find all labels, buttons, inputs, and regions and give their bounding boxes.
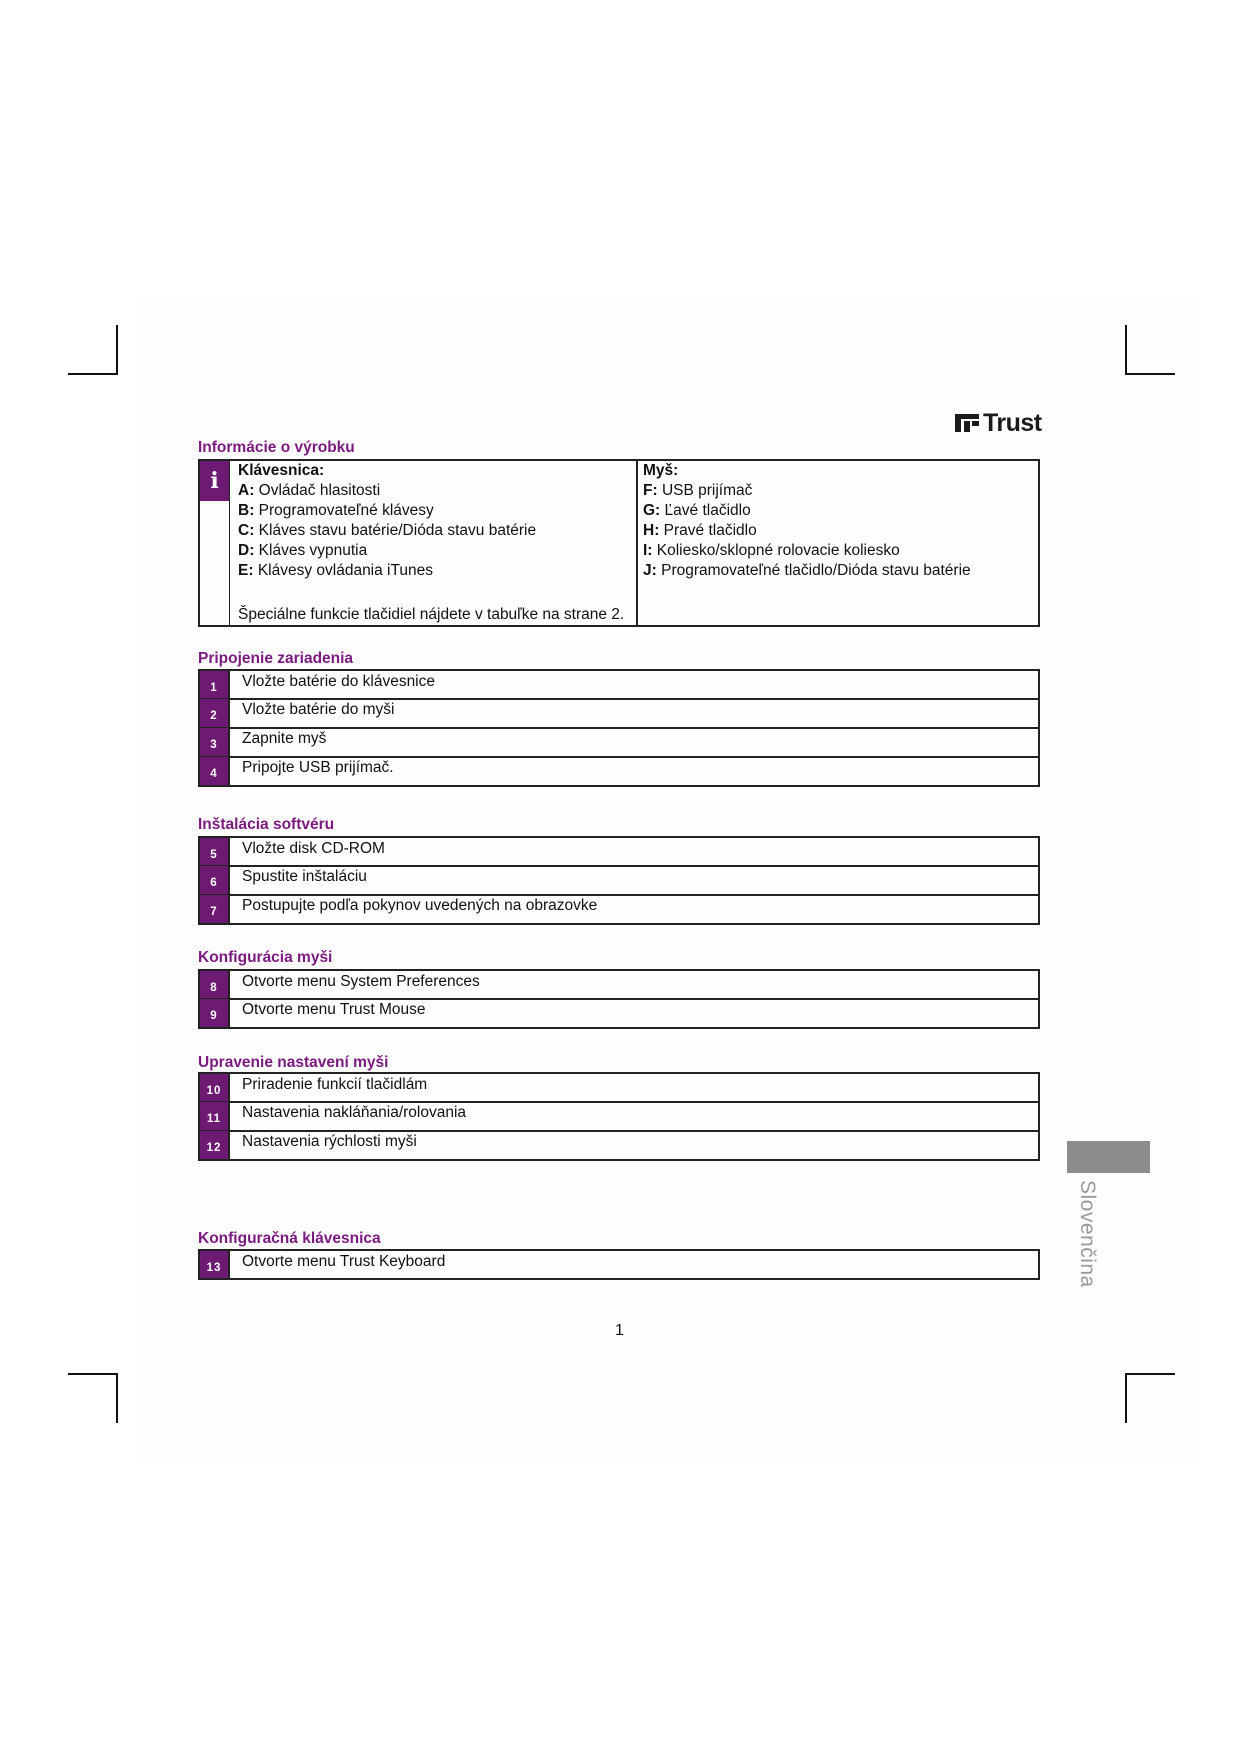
step-number: 4 (200, 757, 230, 785)
language-tab-marker (1067, 1141, 1150, 1173)
step-number: 7 (200, 895, 230, 923)
step-row (198, 998, 1040, 1029)
step-text: Pripojte USB prijímač. (242, 759, 394, 776)
software-install-title: Inštalácia softvéru (198, 816, 335, 833)
step-text: Zapnite myš (242, 730, 327, 747)
step-text: Vložte batérie do myši (242, 701, 395, 718)
mouse-item: G: Ľavé tlačidlo (643, 502, 751, 519)
product-info-table (198, 459, 1040, 627)
step-number: 6 (200, 866, 230, 894)
keyboard-heading: Klávesnica: (238, 462, 325, 479)
step-row (198, 969, 1040, 1000)
step-row (198, 756, 1040, 787)
mouse-item: I: Koliesko/sklopné rolovacie koliesko (643, 542, 900, 559)
step-text: Nastavenia nakláňania/rolovania (242, 1104, 467, 1121)
step-text: Nastavenia rýchlosti myši (242, 1133, 417, 1150)
step-number: 13 (200, 1251, 230, 1278)
keyboard-column (238, 461, 536, 581)
step-number: 9 (200, 999, 230, 1027)
mouse-settings-title: Upravenie nastavení myši (198, 1054, 389, 1071)
software-install-steps (198, 836, 1040, 925)
logo-text: Trust (983, 409, 1042, 437)
mouse-settings-steps (198, 1072, 1040, 1161)
mouse-item: H: Pravé tlačidlo (643, 522, 757, 539)
keyboard-item: B: Programovateľné klávesy (238, 502, 434, 519)
step-number: 3 (200, 728, 230, 756)
language-tab-label: Slovenčina (1076, 1180, 1099, 1288)
step-number: 2 (200, 699, 230, 727)
step-row (198, 865, 1040, 896)
step-row (198, 1249, 1040, 1280)
connect-device-title: Pripojenie zariadenia (198, 650, 354, 667)
mouse-item: J: Programovateľné tlačidlo/Dióda stavu batérie (643, 562, 971, 579)
step-text: Vložte disk CD-ROM (242, 840, 385, 857)
step-row (198, 1130, 1040, 1161)
keyboard-item: E: Klávesy ovládania iTunes (238, 562, 434, 579)
info-icon-column (200, 461, 230, 625)
step-row (198, 1072, 1040, 1103)
step-number: 8 (200, 971, 230, 998)
column-divider (636, 461, 638, 625)
step-text: Otvorte menu Trust Keyboard (242, 1253, 446, 1270)
keyboard-config-steps (198, 1249, 1040, 1280)
step-number: 5 (200, 838, 230, 865)
product-info-title: Informácie o výrobku (198, 439, 355, 456)
mouse-heading: Myš: (643, 462, 679, 479)
step-number: 1 (200, 671, 230, 698)
step-row (198, 894, 1040, 925)
step-text: Vložte batérie do klávesnice (242, 673, 436, 690)
connect-device-steps (198, 669, 1040, 787)
keyboard-config-title: Konfiguračná klávesnica (198, 1230, 381, 1247)
keyboard-item: D: Kláves vypnutia (238, 542, 368, 559)
mouse-column (643, 461, 971, 581)
step-text: Priradenie funkcií tlačidlám (242, 1076, 428, 1093)
step-text: Otvorte menu Trust Mouse (242, 1001, 426, 1018)
mouse-config-steps (198, 969, 1040, 1029)
trust-logo (955, 409, 1042, 437)
step-row (198, 727, 1040, 758)
trust-logo-icon (955, 412, 981, 434)
keyboard-item: A: Ovládač hlasitosti (238, 482, 381, 499)
step-text: Spustite inštaláciu (242, 868, 367, 885)
step-row (198, 698, 1040, 729)
mouse-item: F: USB prijímač (643, 482, 753, 499)
info-icon: i (200, 461, 229, 501)
mouse-config-title: Konfigurácia myši (198, 949, 333, 966)
page-number: 1 (615, 1322, 624, 1339)
step-number: 11 (200, 1102, 230, 1130)
step-number: 12 (200, 1131, 230, 1159)
special-functions-note: Špeciálne funkcie tlačidiel nájdete v tabuľke na strane 2. (238, 606, 625, 623)
step-row (198, 669, 1040, 700)
step-text: Otvorte menu System Preferences (242, 973, 480, 990)
keyboard-item: C: Kláves stavu batérie/Dióda stavu batérie (238, 522, 537, 539)
step-row (198, 836, 1040, 867)
step-number: 10 (200, 1074, 230, 1101)
step-row (198, 1101, 1040, 1132)
step-text: Postupujte podľa pokynov uvedených na obrazovke (242, 897, 598, 914)
